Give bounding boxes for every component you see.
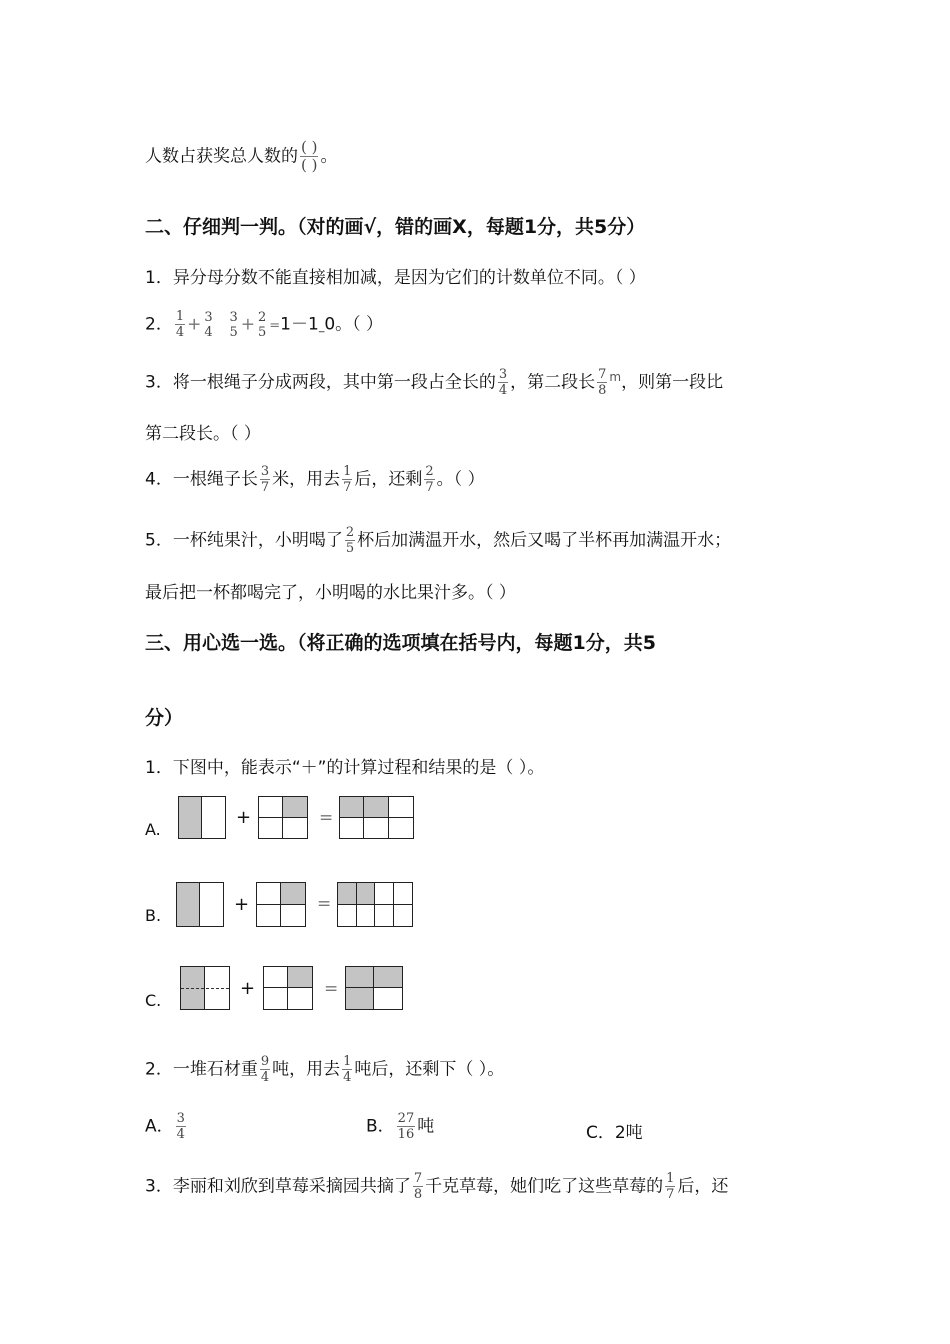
s3-q3: 3．李丽和刘欣到草莓采摘园共摘了 $\frac{7}{8}$ 千克草莓，她们吃了这些草莓的 $\frac{1}{7}$ 后，还 bbox=[145, 1171, 729, 1202]
option-a-fig2 bbox=[258, 796, 308, 839]
s3-q1: 1．下图中，能表示“＋”的计算过程和结果的是（ ）。 bbox=[145, 758, 545, 778]
s2-q4: 4．一根绳子长 $\frac{3}{7}$ 米，用去 $\frac{1}{7}$ 后，还剩 $\frac{2}{7}$ 。（ ） bbox=[145, 464, 485, 495]
s2-q5: 5．一杯纯果汁，小明喝了 $\frac{2}{5}$ 杯后加满温开水，然后又喝了半杯再加满温开水； bbox=[145, 525, 732, 556]
s3-q2-option-b: B． $\frac{27}{16}$ 吨 bbox=[366, 1111, 435, 1142]
s2-q3: 3．将一根绳子分成两段，其中第一段占全长的 $\frac{3}{4}$ ，第二段长 $\frac{7}{8}$ $^m$，则第一段比 bbox=[145, 367, 724, 398]
option-c-fig2 bbox=[263, 966, 313, 1010]
option-b-equals: = bbox=[317, 894, 332, 914]
option-b-fig2 bbox=[256, 882, 306, 927]
option-b-fig3 bbox=[337, 882, 413, 927]
s3-q2-option-c: C．2吨 bbox=[586, 1123, 643, 1143]
option-a-fig1 bbox=[178, 796, 226, 839]
s2-q3-line2: 第二段长。（ ） bbox=[145, 424, 261, 444]
section3-title-cont: 分） bbox=[145, 707, 184, 729]
option-a-equals: = bbox=[319, 808, 334, 828]
option-c-label: C. bbox=[145, 991, 162, 1010]
s3-q2: 2．一堆石材重 $\frac{9}{4}$ 吨，用去 $\frac{1}{4}$ 吨后，还剩下（ ）。 bbox=[145, 1054, 505, 1085]
section2-title: 二、仔细判一判。（对的画√，错的画X，每题1分，共5分） bbox=[145, 216, 646, 238]
blank-fraction: ( ) ( ) bbox=[301, 138, 318, 174]
s2-q2: 2． $\frac{1}{4}$ + 3 4 3 5 + 2 5 =1－1​_0。（ ） bbox=[145, 309, 384, 340]
option-c-equals: = bbox=[324, 979, 339, 999]
option-a-label: A. bbox=[145, 820, 161, 839]
option-b-plus: + bbox=[234, 894, 250, 915]
option-c-fig1 bbox=[180, 966, 230, 1010]
option-c-fig3 bbox=[345, 966, 403, 1010]
option-a-plus: + bbox=[236, 807, 252, 828]
s3-q2-option-a: A． $\frac{3}{4}$ bbox=[145, 1111, 185, 1142]
s2-q1: 1．异分母分数不能直接相加减，是因为它们的计数单位不同。（ ） bbox=[145, 268, 646, 288]
s2-q5-line2: 最后把一杯都喝完了，小明喝的水比果汁多。（ ） bbox=[145, 583, 516, 603]
option-c-plus: + bbox=[240, 978, 256, 999]
option-b-label: B. bbox=[145, 906, 162, 925]
top-text: 人数占获奖总人数的 bbox=[145, 146, 298, 167]
section3-title: 三、用心选一选。（将正确的选项填在括号内，每题1分，共5 bbox=[145, 632, 656, 654]
option-a-fig3 bbox=[339, 796, 414, 839]
top-line: 人数占获奖总人数的 ( ) ( ) 。 bbox=[145, 138, 338, 174]
option-b-fig1 bbox=[176, 882, 224, 927]
